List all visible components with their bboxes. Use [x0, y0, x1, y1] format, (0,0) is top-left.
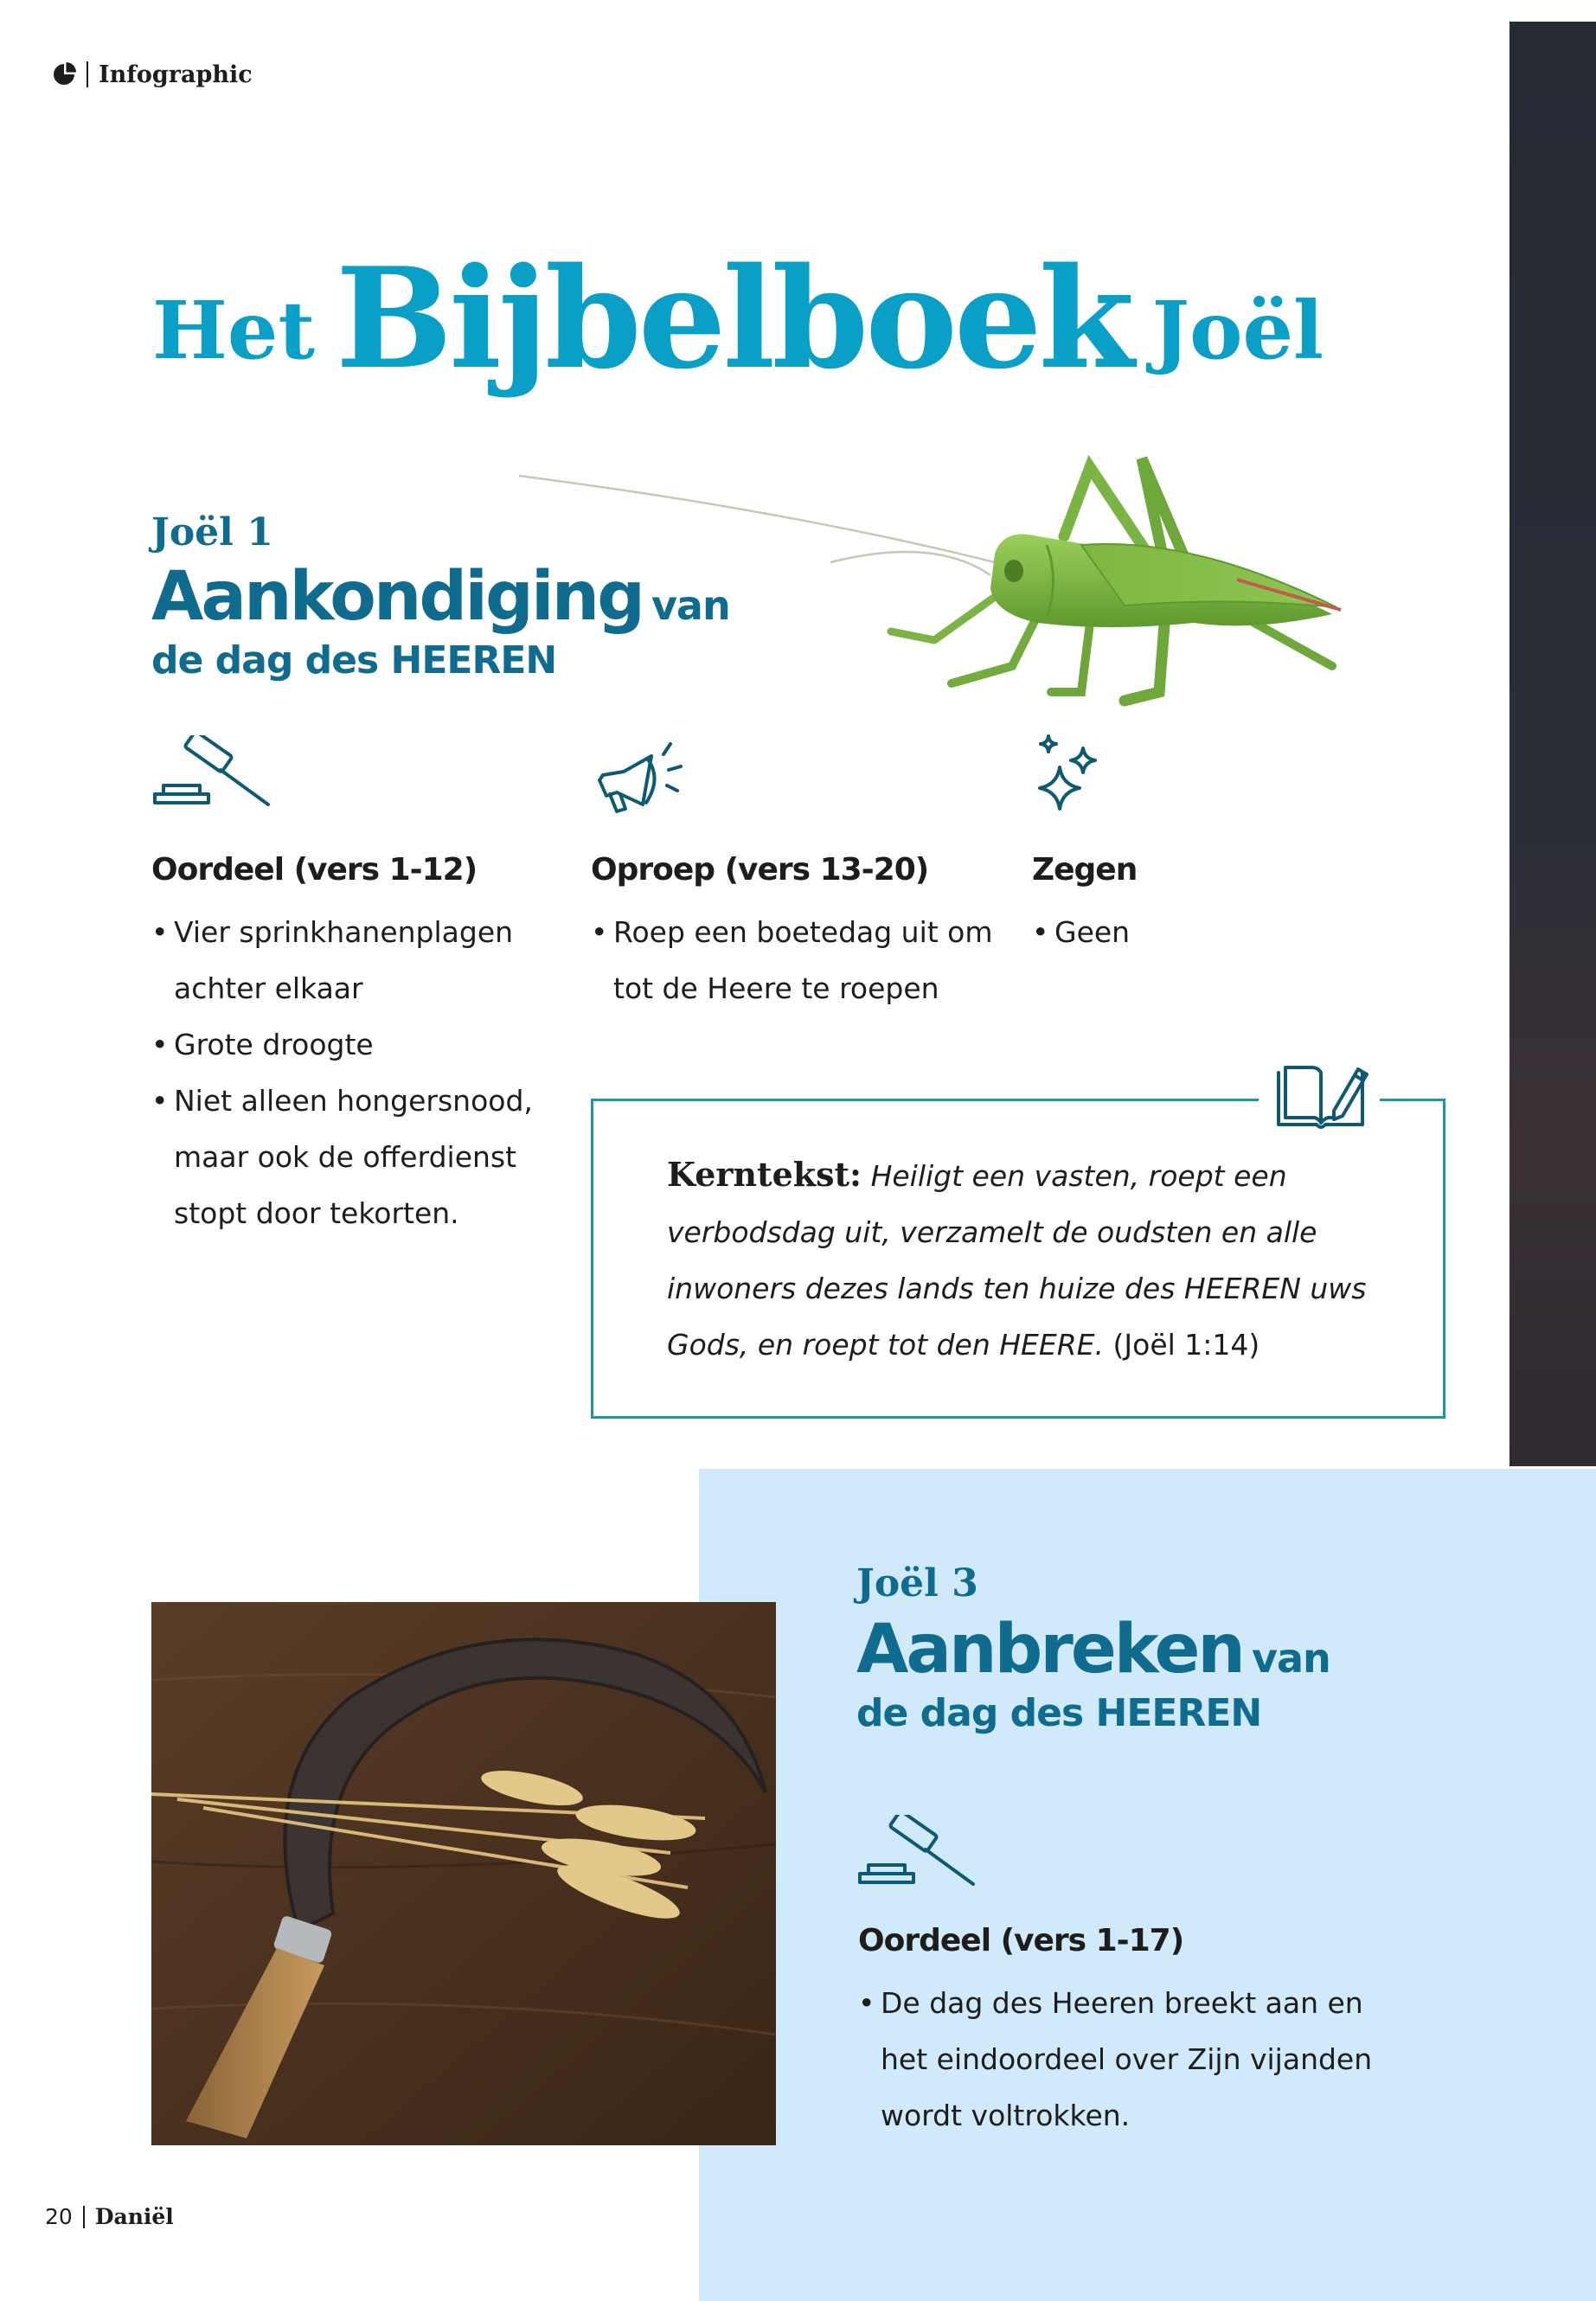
list-item: • Niet alleen hongersnood, maar ook de offerdienst stopt door tekorten. — [151, 1073, 558, 1241]
section2-label: Joël 3 — [856, 1561, 978, 1606]
section2-heading-big: Aanbreken — [856, 1611, 1243, 1689]
list-item: • Vier sprinkhanenplagen achter elkaar — [151, 904, 558, 1016]
sickle-wheat-image — [151, 1602, 776, 2145]
pie-chart-icon — [52, 62, 76, 87]
list-item: • Grote droogte — [151, 1016, 558, 1073]
column-oordeel-list — [151, 904, 558, 1241]
kerntekst-text — [667, 1146, 1394, 1373]
list-item: • Geen — [1032, 904, 1378, 960]
open-book-pen-icon — [1272, 1057, 1371, 1135]
page-number: 20 — [45, 2204, 73, 2229]
kerntekst-reference: (Joël 1:14) — [1112, 1328, 1260, 1362]
section2-subheading: de dag des HEEREN — [856, 1691, 1262, 1735]
gavel-icon — [151, 735, 277, 817]
section2-oordeel-title: Oordeel (vers 1-17) — [858, 1923, 1184, 1958]
column-oordeel-title: Oordeel (vers 1-12) — [151, 852, 478, 888]
title-part-1: Het — [152, 284, 315, 377]
page-footer — [45, 2204, 174, 2229]
kerntekst-lead: Kerntekst: — [667, 1155, 862, 1194]
column-zegen-title: Zegen — [1032, 852, 1138, 888]
header-tag — [52, 57, 253, 92]
header-label: Infographic — [99, 61, 253, 88]
section1-heading-van: van — [651, 582, 730, 629]
sparkles-icon — [1029, 731, 1103, 813]
header-separator — [87, 61, 88, 87]
section2-panel — [699, 1469, 1596, 2301]
megaphone-icon — [591, 735, 690, 817]
gavel-icon — [856, 1815, 982, 1897]
list-item: • Roep een boetedag uit om tot de Heere te roepen — [591, 904, 997, 1016]
section2-heading — [856, 1611, 1330, 1689]
title-part-2: Bijbelboek — [335, 237, 1131, 400]
section1-label: Joël 1 — [151, 510, 273, 554]
footer-separator — [83, 2206, 85, 2228]
column-oproep-list — [591, 904, 997, 1016]
dark-photo-edge — [1509, 22, 1596, 1466]
column-oproep-title: Oproep (vers 13-20) — [591, 852, 929, 888]
section2-heading-van: van — [1251, 1635, 1330, 1682]
column-zegen-list — [1032, 904, 1378, 960]
section1-heading — [151, 558, 730, 636]
kerntekst-quote: Heiligt een vasten, roept een verbodsdag uit, verzamelt de oudsten en alle inwoners dezes lands ten huize des HEEREN uws Gods, en roept tot den HEERE. — [667, 1159, 1367, 1362]
page-title — [152, 232, 1324, 400]
section1-subheading: de dag des HEEREN — [151, 638, 557, 683]
magazine-name: Daniël — [94, 2204, 174, 2229]
title-part-3: Joël — [1151, 284, 1324, 377]
list-item: • De dag des Heeren breekt aan en het eindoordeel over Zijn vijanden wordt voltrokken. — [858, 1975, 1377, 2144]
section2-oordeel-list — [858, 1975, 1377, 2144]
section1-heading-big: Aankondiging — [151, 558, 643, 636]
